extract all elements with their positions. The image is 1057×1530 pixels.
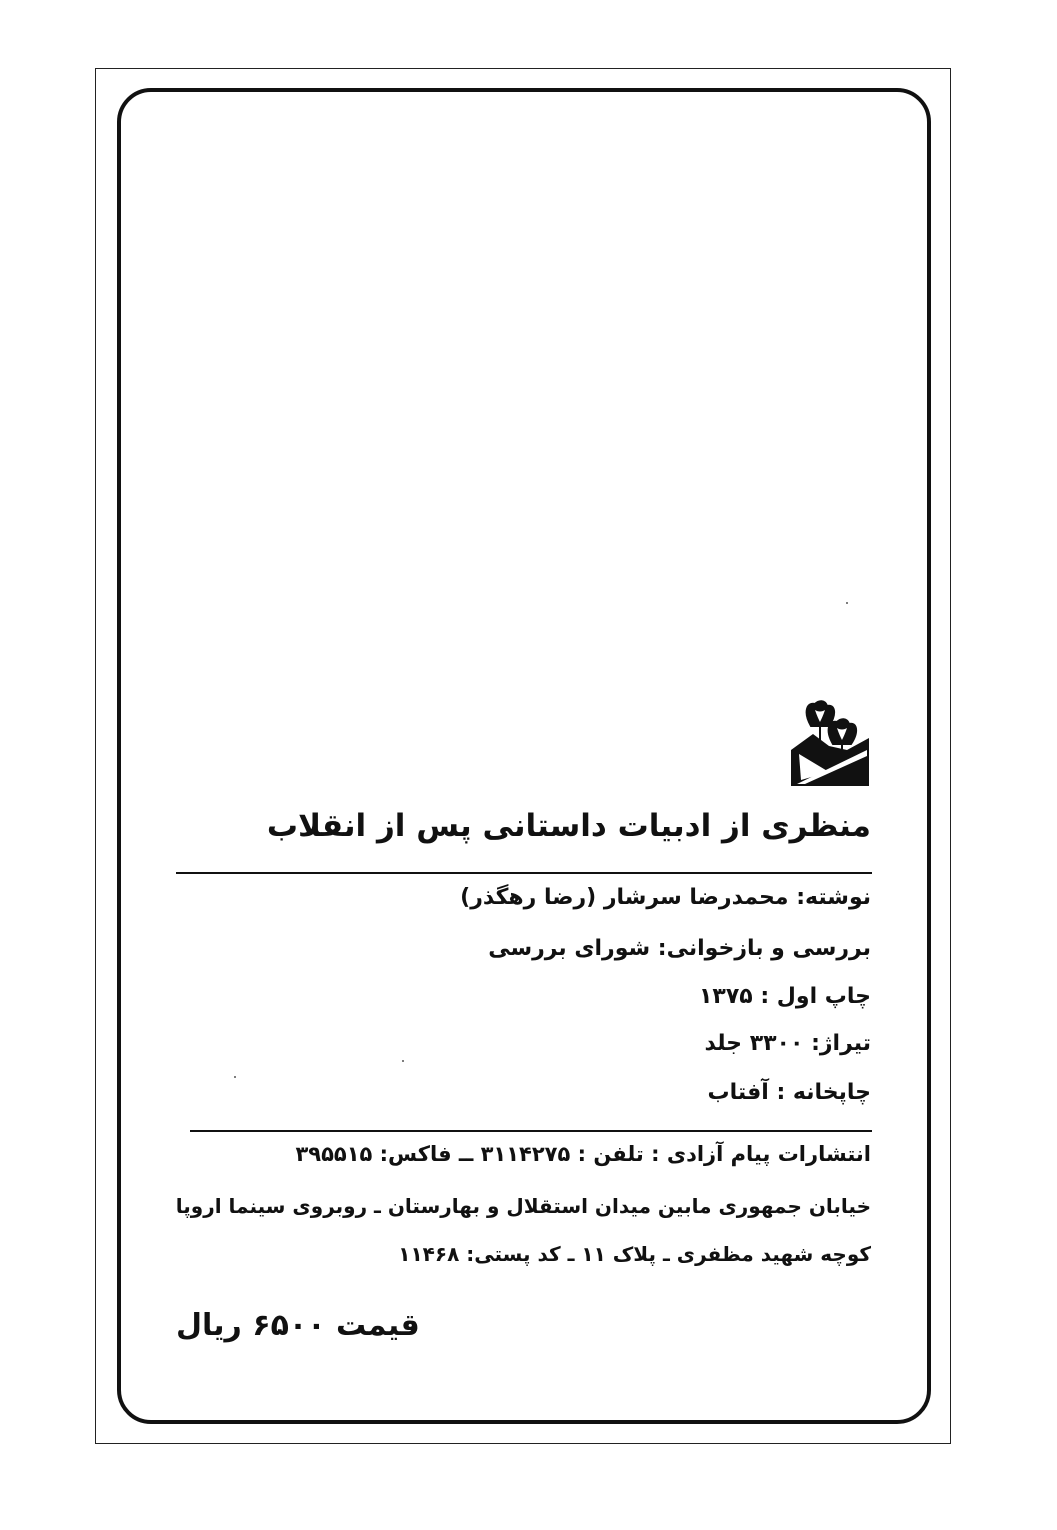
scan-speck (402, 1060, 404, 1062)
tulip-envelope-icon (789, 700, 871, 788)
divider-bottom (190, 1130, 872, 1132)
edition-line: چاپ اول : ۱۳۷۵ (698, 984, 871, 1009)
price-label: قیمت ۶۵۰۰ ریال (176, 1308, 420, 1343)
scan-speck (234, 1076, 236, 1078)
address-line-1: خیابان جمهوری مابین میدان استقلال و بهارستان ـ روبروی سینما اروپا (175, 1194, 871, 1218)
review-line: بررسی و بازخوانی: شورای بررسی (488, 936, 871, 961)
author-line: نوشته: محمدرضا سرشار (رضا رهگذر) (460, 885, 871, 910)
divider-top (176, 872, 872, 874)
print-run-line: تیراژ: ۳۳۰۰ جلد (704, 1031, 871, 1056)
printer-line: چاپخانه : آفتاب (707, 1080, 871, 1105)
scan-speck (846, 602, 848, 604)
publisher-line: انتشارات پیام آزادی : تلفن : ۳۱۱۴۲۷۵ ــ فاکس: ۳۹۵۵۱۵ (295, 1142, 871, 1166)
address-line-2: کوچه شهید مظفری ـ پلاک ۱۱ ـ کد پستی: ۱۱۴۶۸ (398, 1242, 871, 1266)
book-title: منظری از ادبیات داستانی پس از انقلاب (266, 808, 871, 844)
